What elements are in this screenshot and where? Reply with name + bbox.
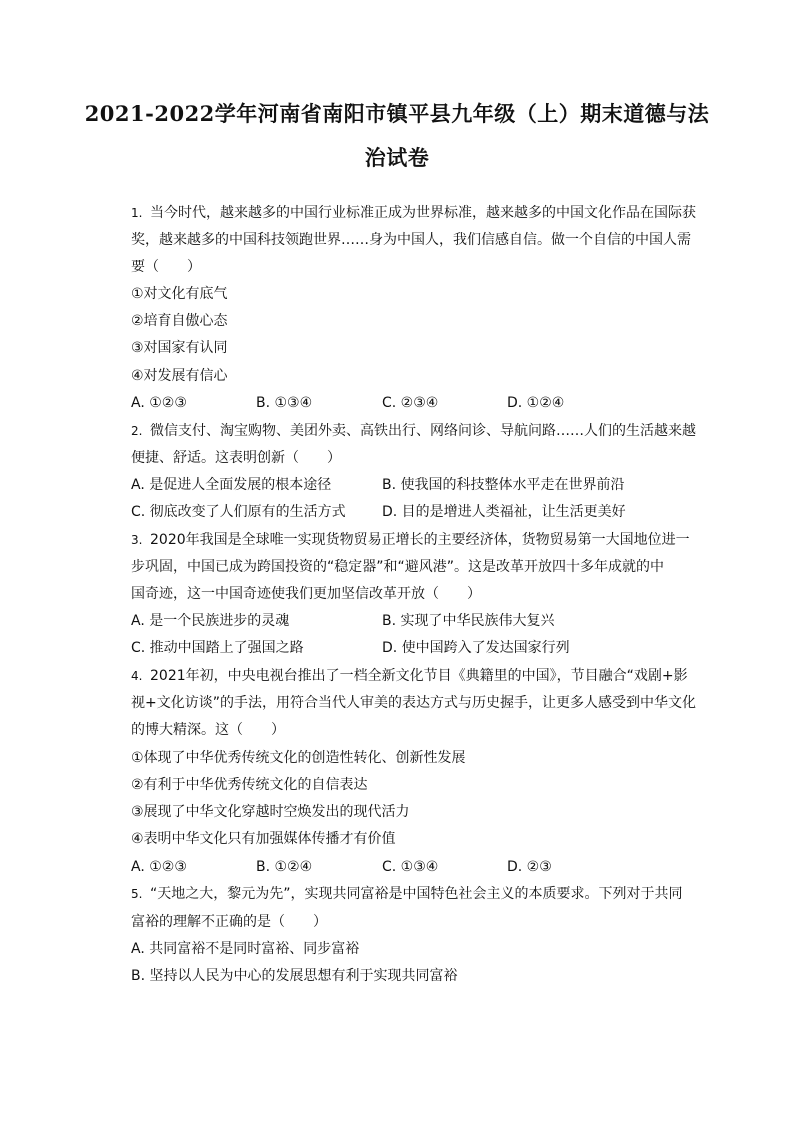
question-2-stem-line1: 2. 微信支付、淘宝购物、美团外卖、高铁出行、网络问诊、导航问路……人们的生活越来越	[131, 423, 696, 439]
question-2-stem-line2: 便捷、舒适。这表明创新（ ）	[131, 450, 341, 466]
question-1-stem-line2: 奖，越来越多的中国科技领跑世界……身为中国人，我们信感自信。做一个自信的中国人需	[131, 232, 691, 248]
question-1-option-c: C. ②③④	[382, 395, 439, 411]
question-1-item: ②培育自傲心态	[131, 313, 228, 329]
question-4-item: ②有利于中华优秀传统文化的自信表达	[131, 777, 368, 793]
question-4-item: ④表明中华文化只有加强媒体传播才有价值	[131, 831, 396, 847]
question-4-stem-line1: 4. 2021年初，中央电视台推出了一档全新文化节目《典籍里的中国》，节目融合“戏剧+影	[131, 668, 688, 684]
question-1-item: ③对国家有认同	[131, 340, 228, 356]
question-3-stem-line1: 3. 2020年我国是全球唯一实现货物贸易正增长的主要经济体，货物贸易第一大国地位进一	[131, 532, 690, 548]
question-number: 4.	[131, 669, 143, 683]
question-3-option-d: D. 使中国跨入了发达国家行列	[382, 640, 570, 656]
question-3-stem-line3: 国奇迹，这一中国奇迹使我们更加坚信改革开放（ ）	[131, 586, 481, 602]
question-3-option-b: B. 实现了中华民族伟大复兴	[382, 613, 555, 629]
question-1-stem-line3: 要（ ）	[131, 259, 201, 275]
question-1-stem-line1: 1. 当今时代，越来越多的中国行业标准正成为世界标准，越来越多的中国文化作品在国际获	[131, 205, 696, 221]
question-2-option-b: B. 使我国的科技整体水平走在世界前沿	[382, 477, 625, 493]
question-5-option-a: A. 共同富裕不是同时富裕、同步富裕	[131, 941, 360, 957]
question-4-option-a: A. ①②③	[131, 859, 187, 875]
question-number: 1.	[131, 206, 143, 220]
question-3-stem-line2: 步巩固，中国已成为跨国投资的“稳定器”和“避风港”。这是改革开放四十多年成就的中	[131, 559, 665, 575]
question-4-stem-line3: 的博大精深。这（ ）	[131, 722, 285, 738]
question-1-item: ④对发展有信心	[131, 368, 228, 384]
question-number: 3.	[131, 533, 143, 547]
question-1-option-d: D. ①②④	[507, 395, 565, 411]
question-4-item: ①体现了中华优秀传统文化的创造性转化、创新性发展	[131, 750, 466, 766]
question-4-item: ③展现了中华文化穿越时空焕发出的现代活力	[131, 804, 410, 820]
question-5-stem-line2: 富裕的理解不正确的是（ ）	[131, 914, 327, 930]
question-4-option-c: C. ①③④	[382, 859, 439, 875]
question-1-option-a: A. ①②③	[131, 395, 187, 411]
question-5-stem-line1: 5. “天地之大，黎元为先”，实现共同富裕是中国特色社会主义的本质要求。下列对于共同	[131, 886, 683, 902]
question-1-item: ①对文化有底气	[131, 286, 228, 302]
exam-title-line2: 治试卷	[364, 145, 430, 170]
question-3-option-a: A. 是一个民族进步的灵魂	[131, 613, 290, 629]
question-number: 5.	[131, 887, 143, 901]
question-number: 2.	[131, 424, 143, 438]
question-2-option-d: D. 目的是增进人类福祉，让生活更美好	[382, 504, 626, 520]
question-5-option-b: B. 坚持以人民为中心的发展思想有利于实现共同富裕	[131, 968, 458, 984]
question-1-option-b: B. ①③④	[256, 395, 313, 411]
question-4-option-b: B. ①②④	[256, 859, 313, 875]
question-4-stem-line2: 视+文化访谈”的手法，用符合当代人审美的表达方式与历史握手，让更多人感受到中华文化	[131, 695, 696, 711]
question-2-option-c: C. 彻底改变了人们原有的生活方式	[131, 504, 346, 520]
question-4-option-d: D. ②③	[507, 859, 552, 875]
question-2-option-a: A. 是促进人全面发展的根本途径	[131, 477, 332, 493]
exam-title-line1: 2021-2022学年河南省南阳市镇平县九年级（上）期末道德与法	[84, 101, 710, 126]
question-3-option-c: C. 推动中国踏上了强国之路	[131, 640, 304, 656]
